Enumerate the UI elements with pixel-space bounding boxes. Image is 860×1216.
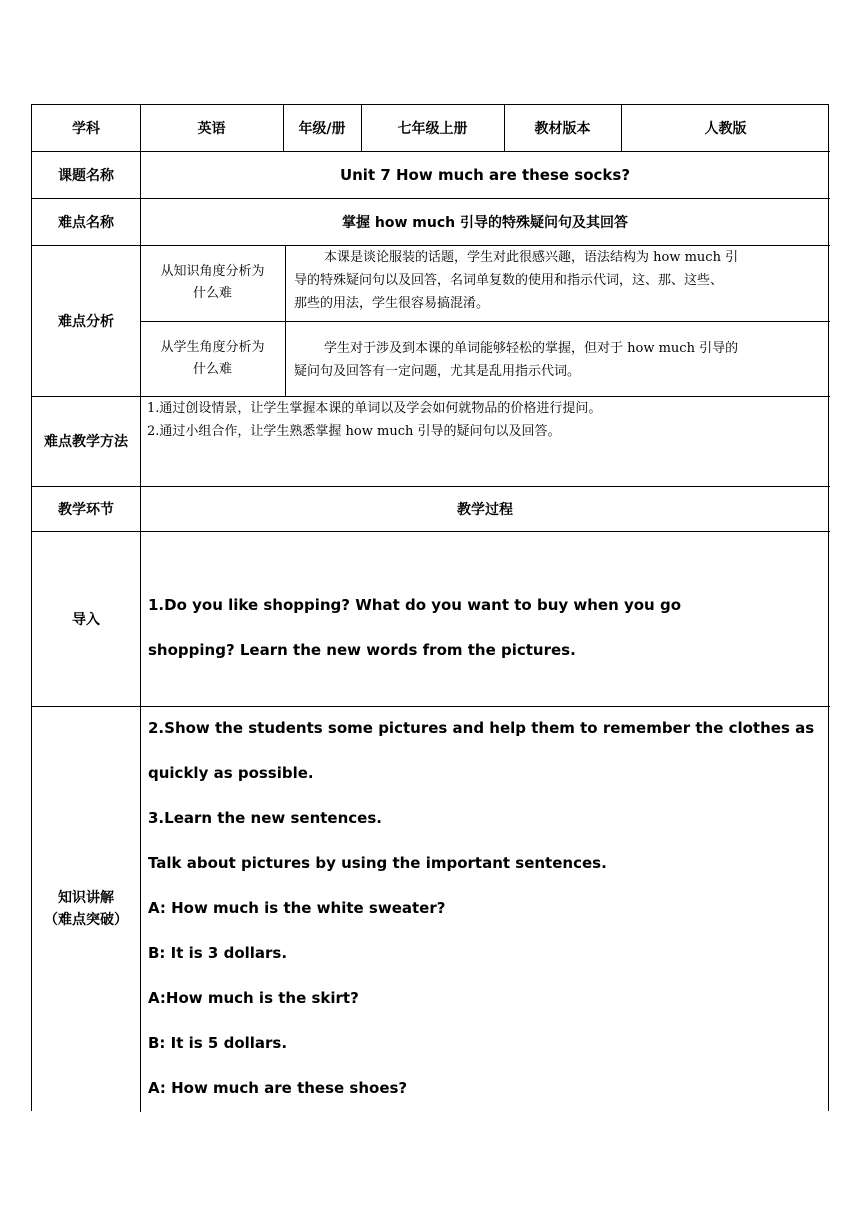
subject-label: 学科 (72, 121, 100, 137)
method-text-line: 1.通过创设情景，让学生掌握本课的单词以及学会如何就物品的价格进行提问。 (147, 401, 602, 416)
knowledge-angle-text-line: 那些的用法，学生很容易搞混淆。 (294, 296, 490, 311)
knowledge-angle-label-line: 从知识角度分析为 (160, 264, 265, 279)
subject-value: 英语 (197, 121, 226, 137)
knowledge-label-line: 知识讲解 (58, 890, 114, 906)
knowledge-text-line: 3.Learn the new sentences. (148, 809, 382, 827)
grade-label: 年级/册 (298, 121, 346, 137)
grade-value: 七年级上册 (397, 121, 468, 137)
lesson-plan-table (31, 104, 829, 1111)
method-text-line: 2.通过小组合作，让学生熟悉掌握 how much 引导的疑问句以及回答。 (147, 424, 561, 439)
stage-header: 教学环节 (58, 501, 114, 518)
knowledge-label-line: （难点突破） (44, 912, 128, 928)
difficulty-value: 掌握 how much 引导的特殊疑问句及其回答 (342, 214, 628, 231)
knowledge-angle-label-line: 什么难 (192, 286, 232, 301)
student-angle-text-line: 疑问句及回答有一定问题，尤其是乱用指示代词。 (294, 364, 581, 379)
topic-label: 课题名称 (58, 167, 114, 184)
difficulty-label: 难点名称 (58, 214, 114, 231)
edition-label: 教材版本 (534, 121, 591, 137)
process-header: 教学过程 (457, 501, 513, 518)
knowledge-text-line: 2.Show the students some pictures and help them to remember the clothes as (148, 719, 815, 737)
topic-value: Unit 7 How much are these socks? (339, 165, 631, 184)
knowledge-angle-label (140, 245, 285, 321)
knowledge-angle-text-line: 本课是谈论服装的话题，学生对此很感兴趣，语法结构为 how much 引 (324, 250, 739, 265)
student-angle-label-line: 从学生角度分析为 (160, 339, 265, 355)
method-text (147, 397, 601, 443)
analysis-label: 难点分析 (58, 313, 114, 330)
student-angle-label (140, 321, 285, 396)
edition-value: 人教版 (704, 121, 747, 137)
student-angle-label-line: 什么难 (192, 361, 232, 377)
student-angle-text-line: 学生对于涉及到本课的单词能够轻松的掌握，但对于 how much 引导的 (324, 341, 739, 356)
column-divider (285, 245, 286, 396)
knowledge-text-line: A: How much are these shoes? (148, 1079, 408, 1097)
intro-label: 导入 (72, 611, 100, 628)
knowledge-text-line: quickly as possible. (148, 764, 314, 782)
knowledge-text-line: B: It is 5 dollars. (148, 1034, 288, 1052)
knowledge-text-line: B: It is 3 dollars. (148, 944, 288, 962)
method-label: 难点教学方法 (44, 434, 128, 450)
student-angle-text (294, 337, 738, 383)
knowledge-text-line: Talk about pictures by using the important sentences. (148, 854, 607, 872)
knowledge-text (148, 706, 814, 1111)
knowledge-label (32, 706, 140, 1112)
intro-text (148, 583, 681, 673)
knowledge-text-line: A:How much is the skirt? (148, 989, 359, 1007)
intro-text-line: 1.Do you like shopping? What do you want to buy when you go (148, 596, 682, 614)
knowledge-angle-text (294, 246, 738, 315)
row-divider (32, 531, 830, 532)
knowledge-text-line: A: How much is the white sweater? (148, 899, 446, 917)
knowledge-angle-text-line: 导的特殊疑问句以及回答，名词单复数的使用和指示代词，这、那、这些、 (294, 273, 724, 288)
intro-text-line: shopping? Learn the new words from the pictures. (148, 641, 576, 659)
